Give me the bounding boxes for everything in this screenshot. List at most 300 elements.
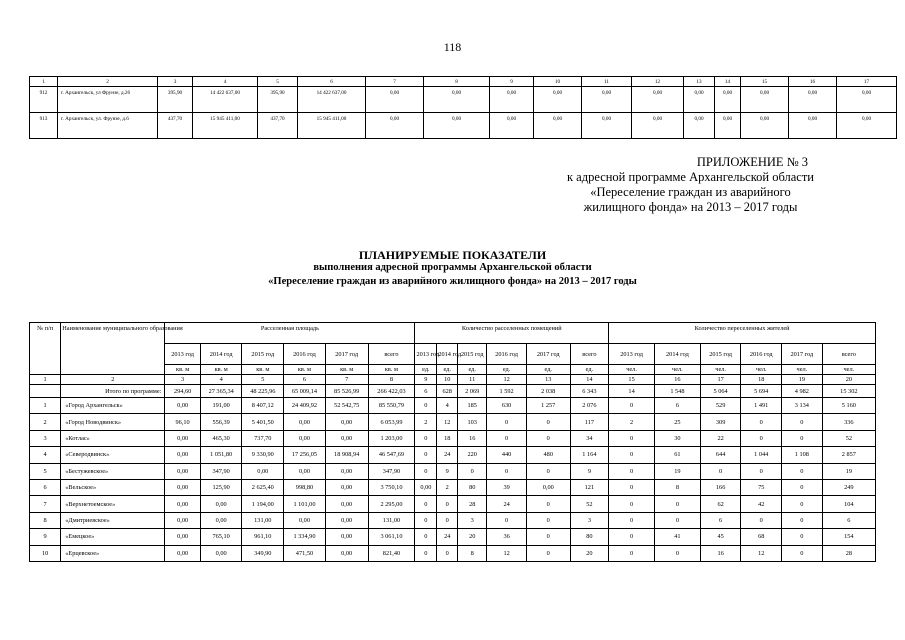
total-value: 2 038 bbox=[526, 385, 570, 398]
table-cell: 22 bbox=[700, 430, 741, 446]
group-header-people: Количество переселенных жителей bbox=[609, 323, 876, 344]
column-number: 15 bbox=[609, 375, 655, 385]
table-cell: 0,00 bbox=[582, 113, 632, 139]
table-cell: 154 bbox=[822, 529, 875, 545]
table-cell: 437,70 bbox=[158, 113, 193, 139]
table-cell: 0 bbox=[437, 512, 458, 528]
row-number: 8 bbox=[30, 512, 61, 528]
column-number: 7 bbox=[366, 77, 424, 87]
table-cell: 34 bbox=[570, 430, 609, 446]
total-value: 5 694 bbox=[741, 385, 782, 398]
table-cell: 0,00 bbox=[424, 87, 490, 113]
table-cell: 0,00 bbox=[325, 430, 368, 446]
total-value: 85 526,99 bbox=[325, 385, 368, 398]
table-cell: 0 bbox=[526, 545, 570, 561]
column-number: 10 bbox=[534, 77, 582, 87]
table-cell: 0 bbox=[437, 496, 458, 512]
table-cell: 465,30 bbox=[200, 430, 242, 446]
table-cell: 0 bbox=[526, 496, 570, 512]
table-cell: 644 bbox=[700, 447, 741, 463]
table-cell: 347,90 bbox=[200, 463, 242, 479]
table-cell: 0,00 bbox=[284, 463, 326, 479]
table-row bbox=[30, 447, 876, 463]
table-cell: 0 bbox=[526, 529, 570, 545]
table-row bbox=[30, 87, 897, 113]
indicators-table bbox=[29, 322, 876, 562]
column-number: 1 bbox=[30, 77, 58, 87]
table-cell: 24 bbox=[437, 529, 458, 545]
table-cell: 0,00 bbox=[325, 545, 368, 561]
table-cell: 2 625,40 bbox=[242, 479, 284, 495]
unit-header: кв. м bbox=[368, 365, 415, 375]
table-cell: 12 bbox=[437, 414, 458, 430]
table-cell: 0 bbox=[415, 447, 437, 463]
table-cell: 3 750,10 bbox=[368, 479, 415, 495]
table-cell: 8 bbox=[654, 479, 700, 495]
total-value: 6 343 bbox=[570, 385, 609, 398]
year-header: 2014 год bbox=[200, 344, 242, 365]
table-cell: 0 bbox=[782, 479, 823, 495]
total-value: 14 bbox=[609, 385, 655, 398]
table-cell: 1 334,90 bbox=[284, 529, 326, 545]
table-cell: 395,90 bbox=[158, 87, 193, 113]
municipality-name: «Бестужевское» bbox=[61, 463, 165, 479]
row-number: 5 bbox=[30, 463, 61, 479]
table-cell: 440 bbox=[487, 447, 527, 463]
table-cell: 0 bbox=[609, 447, 655, 463]
column-number: 12 bbox=[487, 375, 527, 385]
column-number: 6 bbox=[298, 77, 366, 87]
column-number: 11 bbox=[458, 375, 487, 385]
unit-header: кв. м bbox=[284, 365, 326, 375]
total-label: Итого по программе: bbox=[61, 385, 165, 398]
table-cell: 20 bbox=[458, 529, 487, 545]
total-value: 266 422,03 bbox=[368, 385, 415, 398]
table-cell: 6 053,99 bbox=[368, 414, 415, 430]
table-cell: 104 bbox=[822, 496, 875, 512]
table-cell: 0 bbox=[782, 414, 823, 430]
table-cell: 85 550,79 bbox=[368, 398, 415, 414]
table-cell: 556,39 bbox=[200, 414, 242, 430]
table-cell: 0 bbox=[609, 529, 655, 545]
table-cell: 0,00 bbox=[789, 113, 837, 139]
table-cell: 309 bbox=[700, 414, 741, 430]
total-number-cell bbox=[30, 385, 61, 398]
column-number: 4 bbox=[193, 77, 258, 87]
table-cell: 0 bbox=[526, 512, 570, 528]
table-cell: 630 bbox=[487, 398, 527, 414]
year-header: всего bbox=[570, 344, 609, 365]
row-number: 9 bbox=[30, 529, 61, 545]
table-cell: 0 bbox=[654, 496, 700, 512]
total-value: 4 982 bbox=[782, 385, 823, 398]
table-cell: 0,00 bbox=[837, 87, 897, 113]
group-header-area: Расселенная площадь bbox=[165, 323, 415, 344]
municipality-name: «Емецкое» bbox=[61, 529, 165, 545]
table-cell: 30 bbox=[654, 430, 700, 446]
table-cell: 0 bbox=[415, 512, 437, 528]
table-cell: 24 bbox=[437, 447, 458, 463]
table-cell: 913 bbox=[30, 113, 58, 139]
table-cell: 0 bbox=[609, 430, 655, 446]
table-cell: 20 bbox=[570, 545, 609, 561]
table-cell: 0,00 bbox=[684, 87, 715, 113]
table-cell: 0,00 bbox=[284, 414, 326, 430]
year-header: 2014 год bbox=[654, 344, 700, 365]
table-cell: 18 908,94 bbox=[325, 447, 368, 463]
table-cell: 131,00 bbox=[242, 512, 284, 528]
table-cell: 0,00 bbox=[165, 430, 200, 446]
year-header: 2015 год bbox=[458, 344, 487, 365]
table-cell: 0,00 bbox=[632, 113, 684, 139]
table-cell: 5 160 bbox=[822, 398, 875, 414]
address-cell: г. Архангельск, ул. Фрунзе, д.6 bbox=[58, 113, 158, 139]
year-header: 2017 год bbox=[526, 344, 570, 365]
unit-header: кв. м bbox=[325, 365, 368, 375]
column-number: 10 bbox=[437, 375, 458, 385]
year-header: 2016 год bbox=[284, 344, 326, 365]
column-header-number: № п/п bbox=[30, 323, 61, 375]
total-value: 628 bbox=[437, 385, 458, 398]
table-header-row bbox=[30, 77, 897, 87]
table-cell: 0,00 bbox=[490, 113, 534, 139]
table-cell: 347,90 bbox=[368, 463, 415, 479]
table-cell: 0 bbox=[415, 463, 437, 479]
table-cell: 349,90 bbox=[242, 545, 284, 561]
table-row bbox=[30, 479, 876, 495]
total-value: 27 365,34 bbox=[200, 385, 242, 398]
column-number: 6 bbox=[284, 375, 326, 385]
table-cell: 998,80 bbox=[284, 479, 326, 495]
table-cell: 6 bbox=[654, 398, 700, 414]
table-cell: 14 422 637,00 bbox=[298, 87, 366, 113]
table-cell: 480 bbox=[526, 447, 570, 463]
column-number: 2 bbox=[61, 375, 165, 385]
table-cell: 0 bbox=[609, 545, 655, 561]
table-row bbox=[30, 430, 876, 446]
table-cell: 117 bbox=[570, 414, 609, 430]
unit-header: чел. bbox=[700, 365, 741, 375]
table-cell: 0 bbox=[741, 512, 782, 528]
table-cell: 0 bbox=[609, 496, 655, 512]
table-cell: 0 bbox=[458, 463, 487, 479]
document-subtitle: выполнения адресной программы Архангельской области bbox=[313, 262, 592, 273]
table-cell: 80 bbox=[458, 479, 487, 495]
table-cell: 0,00 bbox=[741, 87, 789, 113]
table-cell: 0,00 bbox=[165, 529, 200, 545]
table-cell: 19 bbox=[822, 463, 875, 479]
table-cell: 220 bbox=[458, 447, 487, 463]
total-row bbox=[30, 385, 876, 398]
appendix-line: «Переселение граждан из аварийного bbox=[590, 185, 791, 199]
table-cell: 0 bbox=[700, 463, 741, 479]
table-cell: 19 bbox=[654, 463, 700, 479]
unit-header: ед. bbox=[415, 365, 437, 375]
table-cell: 0 bbox=[609, 479, 655, 495]
year-header: 2015 год bbox=[242, 344, 284, 365]
unit-header: чел. bbox=[654, 365, 700, 375]
table-cell: 821,40 bbox=[368, 545, 415, 561]
table-cell: 0 bbox=[782, 430, 823, 446]
column-number: 17 bbox=[700, 375, 741, 385]
appendix-line: жилищного фонда» на 2013 – 2017 годы bbox=[583, 200, 798, 214]
table-cell: 1 051,80 bbox=[200, 447, 242, 463]
table-cell: 0,00 bbox=[165, 496, 200, 512]
column-number-row bbox=[30, 375, 876, 385]
table-cell: 0 bbox=[415, 398, 437, 414]
table-cell: 0,00 bbox=[325, 496, 368, 512]
page-number: 118 bbox=[443, 40, 462, 54]
total-value: 1 548 bbox=[654, 385, 700, 398]
indicators-table-body bbox=[30, 375, 876, 562]
table-cell: 0,00 bbox=[490, 87, 534, 113]
table-cell: 961,10 bbox=[242, 529, 284, 545]
column-number: 17 bbox=[837, 77, 897, 87]
table-cell: 0,00 bbox=[200, 496, 242, 512]
table-cell: 0 bbox=[415, 545, 437, 561]
table-cell: 0,00 bbox=[325, 479, 368, 495]
table-cell: 8 407,12 bbox=[242, 398, 284, 414]
table-cell: 5 401,50 bbox=[242, 414, 284, 430]
table-cell: 0,00 bbox=[325, 512, 368, 528]
table-cell: 737,70 bbox=[242, 430, 284, 446]
table-cell: 0,00 bbox=[789, 87, 837, 113]
table-row bbox=[30, 463, 876, 479]
column-number: 19 bbox=[782, 375, 823, 385]
table-cell: 765,10 bbox=[200, 529, 242, 545]
table-cell: 0,00 bbox=[200, 545, 242, 561]
table-cell: 0,00 bbox=[715, 113, 741, 139]
table-cell: 0 bbox=[609, 463, 655, 479]
table-row bbox=[30, 545, 876, 561]
municipality-name: «Северодвинск» bbox=[61, 447, 165, 463]
table-cell: 0,00 bbox=[284, 512, 326, 528]
total-value: 1 592 bbox=[487, 385, 527, 398]
table-cell: 0 bbox=[741, 430, 782, 446]
table-cell: 0 bbox=[487, 512, 527, 528]
table-cell: 24 409,92 bbox=[284, 398, 326, 414]
table-cell: 437,70 bbox=[258, 113, 298, 139]
table-cell: 41 bbox=[654, 529, 700, 545]
column-number: 14 bbox=[570, 375, 609, 385]
table-cell: 191,00 bbox=[200, 398, 242, 414]
table-cell: 0 bbox=[415, 529, 437, 545]
table-cell: 2 857 bbox=[822, 447, 875, 463]
table-cell: 2 bbox=[609, 414, 655, 430]
total-value: 15 302 bbox=[822, 385, 875, 398]
table-cell: 0 bbox=[526, 430, 570, 446]
appendix-heading bbox=[567, 155, 814, 215]
table-cell: 0 bbox=[415, 430, 437, 446]
year-header: 2013 год bbox=[609, 344, 655, 365]
column-number: 16 bbox=[789, 77, 837, 87]
table-cell: 9 bbox=[570, 463, 609, 479]
table-cell: 0 bbox=[654, 512, 700, 528]
column-number: 16 bbox=[654, 375, 700, 385]
table-cell: 52 542,75 bbox=[325, 398, 368, 414]
unit-header: кв. м bbox=[242, 365, 284, 375]
appendix-number: ПРИЛОЖЕНИЕ № 3 bbox=[696, 155, 808, 169]
table-cell: 0,00 bbox=[325, 463, 368, 479]
year-header: 2014 год bbox=[437, 344, 458, 365]
table-cell: 0 bbox=[437, 545, 458, 561]
table-cell: 0,00 bbox=[715, 87, 741, 113]
table-cell: 0 bbox=[609, 398, 655, 414]
unit-header: кв. м bbox=[200, 365, 242, 375]
row-number: 10 bbox=[30, 545, 61, 561]
group-header-rooms: Количество расселенных помещений bbox=[415, 323, 609, 344]
table-cell: 121 bbox=[570, 479, 609, 495]
table-cell: 75 bbox=[741, 479, 782, 495]
table-cell: 2 bbox=[415, 414, 437, 430]
table-cell: 14 422 637,00 bbox=[193, 87, 258, 113]
year-header: всего bbox=[368, 344, 415, 365]
total-value: 5 064 bbox=[700, 385, 741, 398]
municipality-name: «Верхнетоемское» bbox=[61, 496, 165, 512]
column-number: 3 bbox=[158, 77, 193, 87]
table-cell: 185 bbox=[458, 398, 487, 414]
column-number: 11 bbox=[582, 77, 632, 87]
table-cell: 0,00 bbox=[632, 87, 684, 113]
table-cell: 529 bbox=[700, 398, 741, 414]
municipality-name: «Город Архангельск» bbox=[61, 398, 165, 414]
table-row bbox=[30, 529, 876, 545]
column-number: 8 bbox=[424, 77, 490, 87]
total-value: 6 bbox=[415, 385, 437, 398]
table-cell: 336 bbox=[822, 414, 875, 430]
table-cell: 912 bbox=[30, 87, 58, 113]
column-number: 20 bbox=[822, 375, 875, 385]
column-number: 15 bbox=[741, 77, 789, 87]
table-cell: 0,00 bbox=[325, 529, 368, 545]
table-cell: 52 bbox=[822, 430, 875, 446]
table-cell: 1 044 bbox=[741, 447, 782, 463]
document-subtitle: «Переселение граждан из аварийного жилищного фонда» на 2013 – 2017 годы bbox=[268, 276, 637, 287]
table-cell: 0,00 bbox=[741, 113, 789, 139]
table-cell: 8 bbox=[458, 545, 487, 561]
table-cell: 0 bbox=[526, 463, 570, 479]
table-cell: 36 bbox=[487, 529, 527, 545]
municipality-name: «Котлас» bbox=[61, 430, 165, 446]
table-cell: 4 bbox=[437, 398, 458, 414]
row-number: 6 bbox=[30, 479, 61, 495]
table-cell: 0,00 bbox=[165, 463, 200, 479]
municipality-name: «Город Новодвинск» bbox=[61, 414, 165, 430]
table-cell: 0,00 bbox=[165, 512, 200, 528]
table-cell: 103 bbox=[458, 414, 487, 430]
column-number: 18 bbox=[741, 375, 782, 385]
table-cell: 0,00 bbox=[242, 463, 284, 479]
municipality-name: «Вельское» bbox=[61, 479, 165, 495]
table-cell: 0 bbox=[782, 545, 823, 561]
table-cell: 61 bbox=[654, 447, 700, 463]
year-header: 2013 год bbox=[165, 344, 200, 365]
municipality-name: «Дмитриевское» bbox=[61, 512, 165, 528]
table-row bbox=[30, 414, 876, 430]
table-cell: 15 945 411,00 bbox=[193, 113, 258, 139]
table-cell: 1 164 bbox=[570, 447, 609, 463]
appendix-line: к адресной программе Архангельской области bbox=[566, 170, 814, 184]
table-cell: 0 bbox=[741, 414, 782, 430]
table-cell: 0,00 bbox=[582, 87, 632, 113]
table-cell: 0,00 bbox=[165, 398, 200, 414]
table-cell: 3 134 bbox=[782, 398, 823, 414]
unit-header: ед. bbox=[437, 365, 458, 375]
row-number: 7 bbox=[30, 496, 61, 512]
table-cell: 1 194,00 bbox=[242, 496, 284, 512]
continuation-table-body bbox=[30, 77, 897, 139]
table-cell: 9 330,90 bbox=[242, 447, 284, 463]
table-cell: 2 bbox=[437, 479, 458, 495]
table-cell: 125,90 bbox=[200, 479, 242, 495]
total-value: 48 225,96 bbox=[242, 385, 284, 398]
table-cell: 1 108 bbox=[782, 447, 823, 463]
table-cell: 25 bbox=[654, 414, 700, 430]
year-header: 2016 год bbox=[741, 344, 782, 365]
total-value: 294,60 bbox=[165, 385, 200, 398]
table-cell: 249 bbox=[822, 479, 875, 495]
table-cell: 80 bbox=[570, 529, 609, 545]
table-cell: 68 bbox=[741, 529, 782, 545]
column-number: 8 bbox=[368, 375, 415, 385]
table-cell: 0,00 bbox=[684, 113, 715, 139]
table-cell: 24 bbox=[487, 496, 527, 512]
column-number: 5 bbox=[242, 375, 284, 385]
table-cell: 0,00 bbox=[534, 87, 582, 113]
total-value: 2 069 bbox=[458, 385, 487, 398]
table-cell: 16 bbox=[700, 545, 741, 561]
table-cell: 2 295,00 bbox=[368, 496, 415, 512]
year-header: 2017 год bbox=[325, 344, 368, 365]
table-cell: 52 bbox=[570, 496, 609, 512]
table-cell: 0 bbox=[782, 529, 823, 545]
unit-header: чел. bbox=[822, 365, 875, 375]
unit-header: кв. м bbox=[165, 365, 200, 375]
unit-header: чел. bbox=[741, 365, 782, 375]
table-cell: 166 bbox=[700, 479, 741, 495]
table-cell: 0 bbox=[526, 414, 570, 430]
column-number: 4 bbox=[200, 375, 242, 385]
table-cell: 1 203,00 bbox=[368, 430, 415, 446]
year-header: 2015 год bbox=[700, 344, 741, 365]
table-cell: 0,00 bbox=[837, 113, 897, 139]
table-cell: 395,90 bbox=[258, 87, 298, 113]
table-cell: 0,00 bbox=[526, 479, 570, 495]
table-cell: 0 bbox=[654, 545, 700, 561]
column-number: 13 bbox=[684, 77, 715, 87]
table-row bbox=[30, 398, 876, 414]
table-cell: 0,00 bbox=[366, 87, 424, 113]
document-title: ПЛАНИРУЕМЫЕ ПОКАЗАТЕЛИ bbox=[358, 248, 547, 262]
unit-header: чел. bbox=[609, 365, 655, 375]
table-cell: 6 bbox=[822, 512, 875, 528]
column-number: 3 bbox=[165, 375, 200, 385]
row-number: 4 bbox=[30, 447, 61, 463]
table-cell: 0,00 bbox=[325, 414, 368, 430]
column-number: 9 bbox=[490, 77, 534, 87]
table-cell: 12 bbox=[741, 545, 782, 561]
table-cell: 0,00 bbox=[165, 479, 200, 495]
year-header: всего bbox=[822, 344, 875, 365]
column-number: 9 bbox=[415, 375, 437, 385]
column-number: 12 bbox=[632, 77, 684, 87]
table-cell: 0,00 bbox=[165, 545, 200, 561]
table-cell: 0 bbox=[782, 512, 823, 528]
table-cell: 0,00 bbox=[366, 113, 424, 139]
table-cell: 0 bbox=[487, 463, 527, 479]
unit-header: ед. bbox=[487, 365, 527, 375]
year-header: 2013 год bbox=[415, 344, 437, 365]
